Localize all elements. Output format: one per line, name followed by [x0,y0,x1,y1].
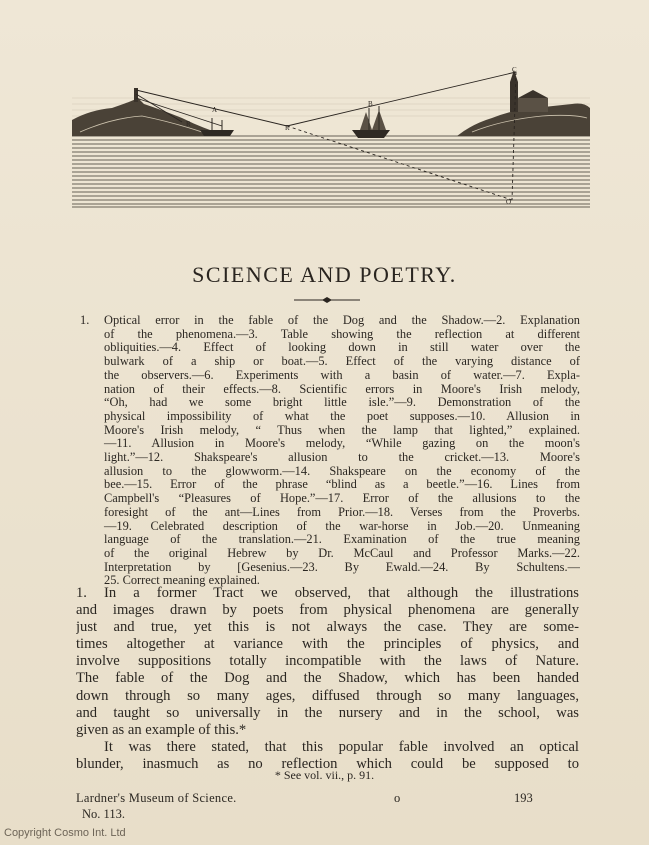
body-line: and images drawn by poets from physical phenomena are generally [76,602,579,619]
summary-line: 25. Correct meaning explained. [104,574,260,588]
title-ornament [292,295,362,305]
figure-label-c: C [512,66,517,74]
summary-line: language of the translation.—21. Examination of the true meaning [104,533,580,547]
body-line: It was there stated, that this popular fable involved an optical [104,738,579,755]
summary-line: “Oh, had we some bright little isle.”—9. Demonstration of the [104,396,580,410]
summary-line: of the phenomena.—3. Table showing the reflection at different [104,327,580,341]
body-line: involve suppositions totally incompatible with the laws of Nature. [76,653,579,670]
figure-label-a: A [212,106,218,114]
running-footer [76,791,556,807]
water-hatching [72,136,590,207]
chapter-summary [80,314,580,588]
body-line: and taught so universally in the nursery and in the school, was [76,704,579,721]
summary-line: Interpretation by [Gesenius.—23. By Ewald.—24. By Schultens.— [104,560,580,574]
summary-line: 1. Optical error in the fable of the Dog and the Shadow.—2. Explanation [80,314,580,327]
copyright-watermark: Copyright Cosmo Int. Ltd [4,827,126,839]
summary-line: foresight of the ant—Lines from Prior.—18. Verses from the Proverbs. [104,505,580,519]
figure-label-b: B [368,100,373,108]
summary-line: light.”—12. Shakspeare's allusion to the cricket.—13. Moore's [104,451,580,465]
figure-label-r-right: R [285,124,290,132]
summary-line: bee.—15. Error of the phrase “blind as a beetle.”—16. Lines from [104,478,580,492]
signature-mark: o [394,791,401,805]
body-line: blunder, inasmuch as no reflection which could be supposed to [76,755,579,772]
page-title: SCIENCE AND POETRY. [192,262,457,287]
summary-line: Campbell's “Pleasures of Hope.”—17. Error of the allusions to the [104,492,580,506]
summary-line: physical impossibility of what the poet supposes.—10. Allusion in [104,409,580,423]
ship-right [352,106,390,138]
summary-line: obliquities.—4. Effect of looking down in still water over the [104,341,580,355]
body-line: just and true, yet this is not always the case. They are some- [76,619,579,636]
footnote: * See vol. vii., p. 91. [274,768,375,782]
body-text [76,585,579,773]
summary-line: —19. Celebrated description of the war-horse in Job.—20. Unmeaning [104,519,580,533]
summary-line: allusion to the glowworm.—14. Shakspeare on the economy of the [104,464,580,478]
body-line: down through so many ages, diffused through so many languages, [76,687,579,704]
series-title: Lardner's Museum of Science. [76,791,237,805]
summary-line: —11. Allusion in Moore's melody, “While gazing on the moon's [104,437,580,451]
body-line: times altogether at variance with the principles of physics, and [76,636,579,653]
summary-line: of the original Hebrew by Dr. McCaul and Professor Marks.—22. [104,546,580,560]
summary-line: the observers.—6. Experiments with a basin of water.—7. Expla- [104,368,580,382]
figure-label-r-left: R [186,120,191,128]
summary-line: bulwark of a ship or boat.—5. Effect of the varying distance of [104,355,580,369]
summary-line: Moore's Irish melody, “ Thus when the lamp that lighted,” explained. [104,423,580,437]
church-tower [510,82,518,112]
engraving-illustration [72,58,590,208]
page-number: 193 [514,791,533,805]
issue-number: No. 113. [82,807,125,821]
figure-label-o: O [506,198,512,206]
body-line: 1. In a former Tract we observed, that although the illustrations [76,585,579,601]
body-line: given as an example of this.* [76,721,247,738]
summary-line: nation of their effects.—8. Scientific errors in Moore's Irish melody, [104,382,580,396]
body-line: The fable of the Dog and the Shadow, which has been handed [76,670,579,687]
